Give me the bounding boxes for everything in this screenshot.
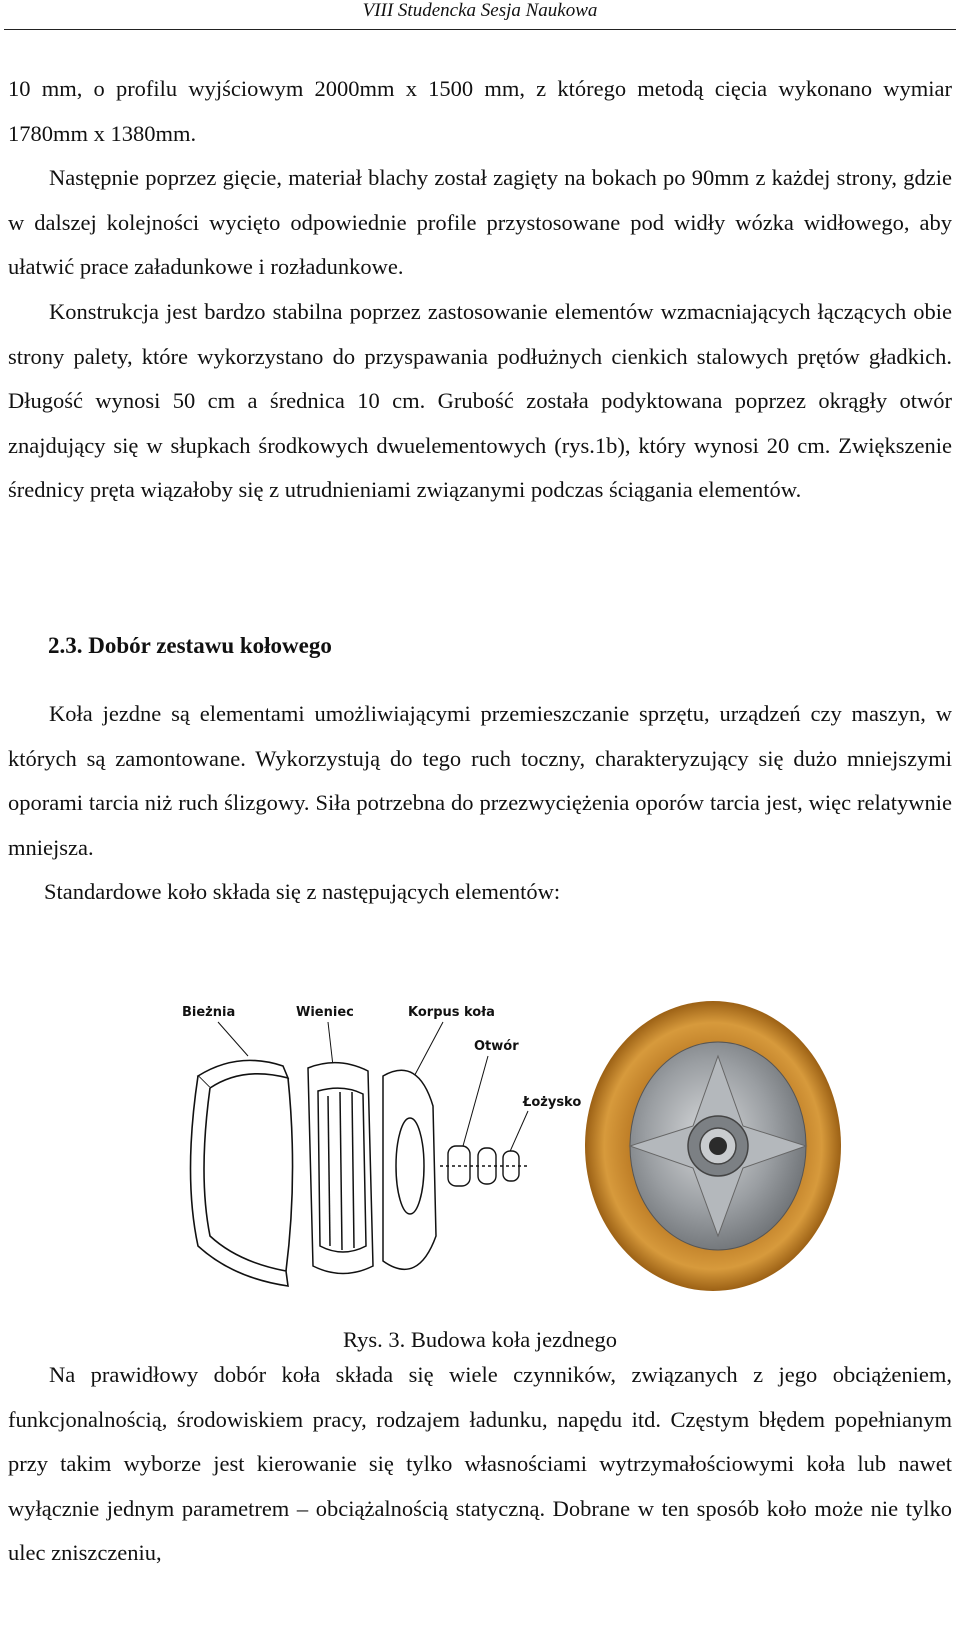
wheel-body-part	[383, 1070, 436, 1269]
header-rule	[4, 29, 956, 30]
tread-part	[191, 1060, 293, 1286]
running-header: VIII Studencka Sesja Naukowa	[362, 0, 598, 21]
rim-part	[308, 1063, 373, 1274]
paragraph-5: Standardowe koło składa się z następujących elementów:	[44, 879, 561, 904]
label-tread: Bieżnia	[182, 1005, 236, 1020]
figure-caption: Rys. 3. Budowa koła jezdnego	[342, 1327, 618, 1352]
bearing-part	[440, 1146, 528, 1186]
paragraph-3: Konstrukcja jest bardzo stabilna poprzez zastosowanie elementów wzmacniających łączących obie strony palety, które wykorzystano do przyspawania podłużnych cienkich stalowych prętów gładkich. Długość wynosi 50 cm a średnica 10 cm. Grubość została podyktowana poprzez okrągły otwór znajdujący się w słupkach środkowych dwuelementowych (rys.1b), który wynosi 20 cm. Zwiększenie średnicy pręta wiązałoby się z utrudnieniami związanymi podczas ściągania elementów.	[8, 299, 952, 502]
section-heading: 2.3. Dobór zestawu kołowego	[48, 633, 332, 658]
label-hole: Otwór	[474, 1039, 519, 1054]
label-rim: Wieniec	[296, 1005, 354, 1020]
paragraph-6: Na prawidłowy dobór koła składa się wiele czynników, związanych z jego obciążeniem, funkcjonalnością, środowiskiem pracy, rodzajem ładunku, napędu itd. Częstym błędem popełnianym przy takim wyborze jest kierowanie się tylko własnościami wytrzymałościowymi koła lub nawet wyłącznie jednym parametrem – obciążalnością statyczną. Dobrane w ten sposób koło może nie tylko ulec zniszczeniu,	[8, 1362, 952, 1565]
paragraph-2: Następnie poprzez gięcie, materiał blachy został zagięty na bokach po 90mm z każdej strony, gdzie w dalszej kolejności wycięto odpowiednie profile przystosowane pod widły wózka widłowego, aby ułatwić prace załadunkowe i rozładunkowe.	[8, 165, 952, 279]
paragraph-1: 10 mm, o profilu wyjściowym 2000mm x 1500 mm, z którego metodą cięcia wykonano wymiar 1780mm x 1380mm.	[8, 76, 952, 146]
label-wheel-body: Korpus koła	[408, 1005, 495, 1020]
label-bearing: Łożysko	[523, 1095, 582, 1110]
paragraph-4: Koła jezdne są elementami umożliwiającymi przemieszczanie sprzętu, urządzeń czy maszyn, w których są zamontowane. Wykorzystują do tego ruch toczny, charakteryzujący się dużo mniejszymi oporami tarcia niż ruch ślizgowy. Siła potrzebna do przezwyciężenia oporów tarcia jest, więc relatywnie mniejsza.	[8, 701, 952, 860]
wheel-figure	[178, 996, 868, 1306]
wheel-photo	[585, 1001, 841, 1291]
wheel-exploded-diagram	[178, 996, 868, 1306]
